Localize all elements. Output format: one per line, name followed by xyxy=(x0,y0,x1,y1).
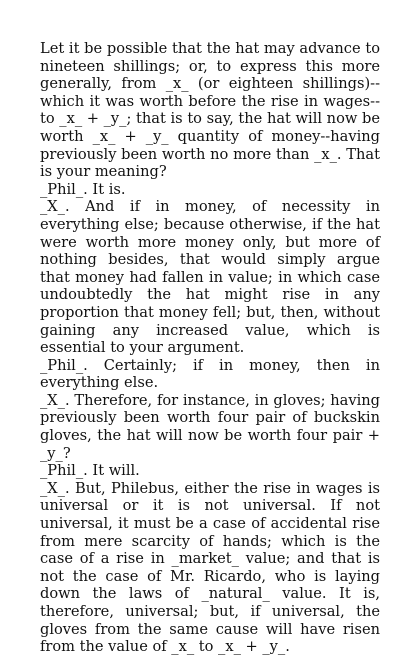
paragraph-x-wages: _X_. But, Philebus, either the rise in wages is universal or it is not universal. If not universal, it must be a case of accidental rise from mere scarcity of hands; which is the case of a rise in _market_ value; and that is not the case of Mr. Ricardo, who is laying down the laws of _natural_ value. It is, therefore, universal; but, if universal, the gloves from the same cause will have risen from the value of _x_ to _x_ + _y_. xyxy=(40,479,380,656)
document-page xyxy=(40,40,380,656)
paragraph-opening: Let it be possible that the hat may advance to nineteen shillings; or, to express this more generally, from _x_ (or eighteen shillings)-- which it was worth before the rise in wages--to _x_ + _y_; that is to say, the hat will now be worth _x_ + _y_ quantity of money--having previously been worth no more than _x_. That is your meaning? xyxy=(40,40,380,181)
paragraph-x-gloves: _X_. Therefore, for instance, in gloves; having previously been worth four pair of buckskin gloves, the hat will now be worth four pair + _y_? xyxy=(40,391,380,462)
paragraph-phil-reply-1: _Phil_. It is. xyxy=(40,180,126,198)
paragraph-phil-reply-2: _Phil_. Certainly; if in money, then in everything else. xyxy=(40,356,380,392)
paragraph-phil-reply-3: _Phil_. It will. xyxy=(40,462,140,480)
paragraph-x-money: _X_. And if in money, of necessity in everything else; because otherwise, if the hat were worth more money only, but more of nothing besides, that would simply argue that money had fallen in value; in which case undoubtedly the hat might rise in any proportion that money fell; but, then, without gaining any increased value, which is essential to your argument. xyxy=(40,198,380,357)
